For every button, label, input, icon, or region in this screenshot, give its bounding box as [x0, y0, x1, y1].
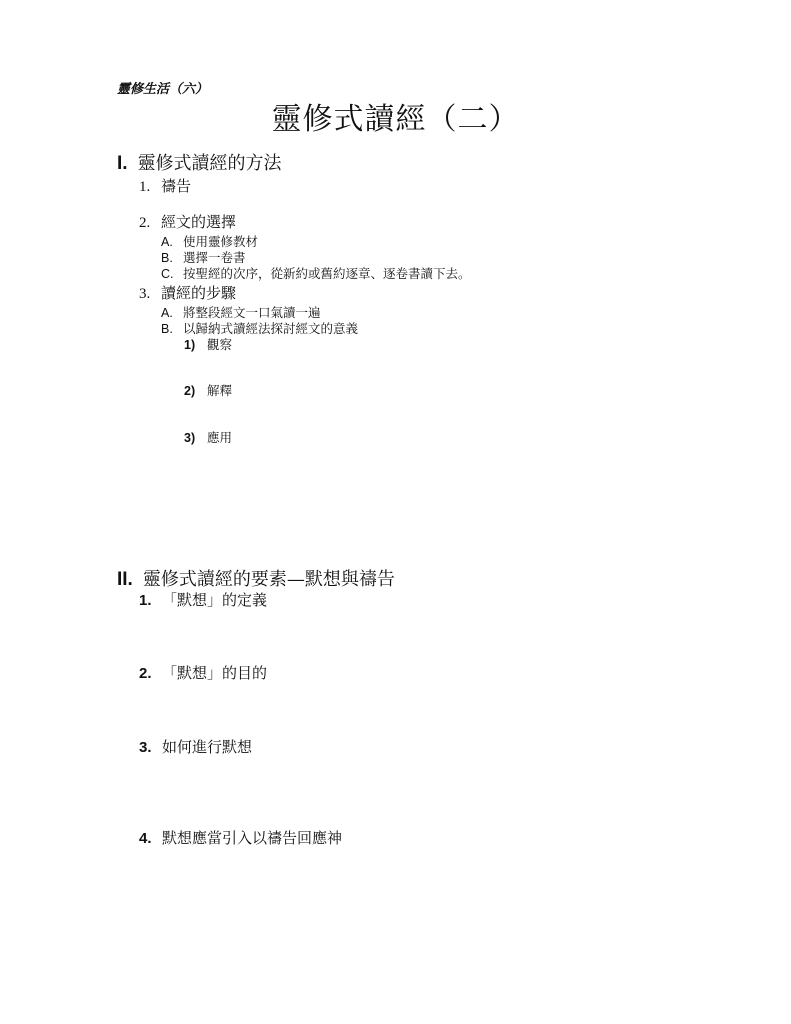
item-text: 「默想」的定義	[162, 591, 268, 609]
item-text: 讀經的步驟	[161, 284, 237, 302]
item-text: 「默想」的目的	[162, 664, 268, 682]
item-text: 如何進行默想	[162, 738, 253, 756]
step-text: 解釋	[207, 383, 233, 398]
list-item	[139, 282, 236, 303]
list-item	[139, 175, 191, 196]
section-1-heading	[117, 149, 282, 175]
list-item	[139, 827, 342, 848]
step-number: 2)	[184, 384, 196, 398]
item-number: 1.	[139, 179, 151, 195]
sub-item-text: 將整段經文一口氣讀一遍	[183, 305, 321, 320]
running-header: 靈修生活（六）	[117, 82, 209, 97]
step-number: 1)	[184, 338, 196, 352]
step-item	[184, 428, 232, 446]
section-2-heading	[117, 565, 395, 591]
list-item	[139, 736, 252, 757]
step-text: 觀察	[207, 337, 233, 352]
item-number: 4.	[139, 830, 152, 847]
step-item	[184, 335, 232, 353]
item-text: 禱告	[161, 177, 192, 195]
sub-item-letter: A.	[161, 235, 173, 249]
section-2-title: 靈修式讀經的要素—默想與禱告	[142, 569, 395, 590]
document-title: 靈修式讀經（二）	[271, 102, 520, 137]
sub-item-text: 使用靈修教材	[183, 234, 259, 249]
step-item	[184, 381, 232, 399]
list-item	[139, 589, 267, 610]
item-text: 默想應當引入以禱告回應神	[162, 829, 343, 847]
item-number: 3.	[139, 286, 151, 302]
list-item	[139, 211, 236, 232]
item-number: 3.	[139, 739, 152, 756]
sub-item-letter: B.	[161, 322, 173, 336]
sub-item-letter: B.	[161, 251, 173, 265]
item-number: 1.	[139, 592, 152, 609]
sub-item	[161, 264, 471, 282]
step-text: 應用	[207, 430, 233, 445]
item-text: 經文的選擇	[161, 213, 237, 231]
item-number: 2.	[139, 215, 151, 231]
sub-item-text: 選擇一卷書	[183, 250, 246, 265]
sub-item-letter: A.	[161, 306, 173, 320]
sub-item-text: 以歸納式讀經法探討經文的意義	[183, 321, 359, 336]
section-1-number: I.	[117, 153, 128, 174]
step-number: 3)	[184, 431, 196, 445]
list-item	[139, 662, 267, 683]
section-1-title: 靈修式讀經的方法	[137, 153, 282, 174]
sub-item-letter: C.	[161, 267, 174, 281]
sub-item-text: 按聖經的次序，從新約或舊約逐章、逐卷書讀下去。	[183, 266, 471, 281]
section-2-number: II.	[117, 569, 133, 590]
item-number: 2.	[139, 665, 152, 682]
